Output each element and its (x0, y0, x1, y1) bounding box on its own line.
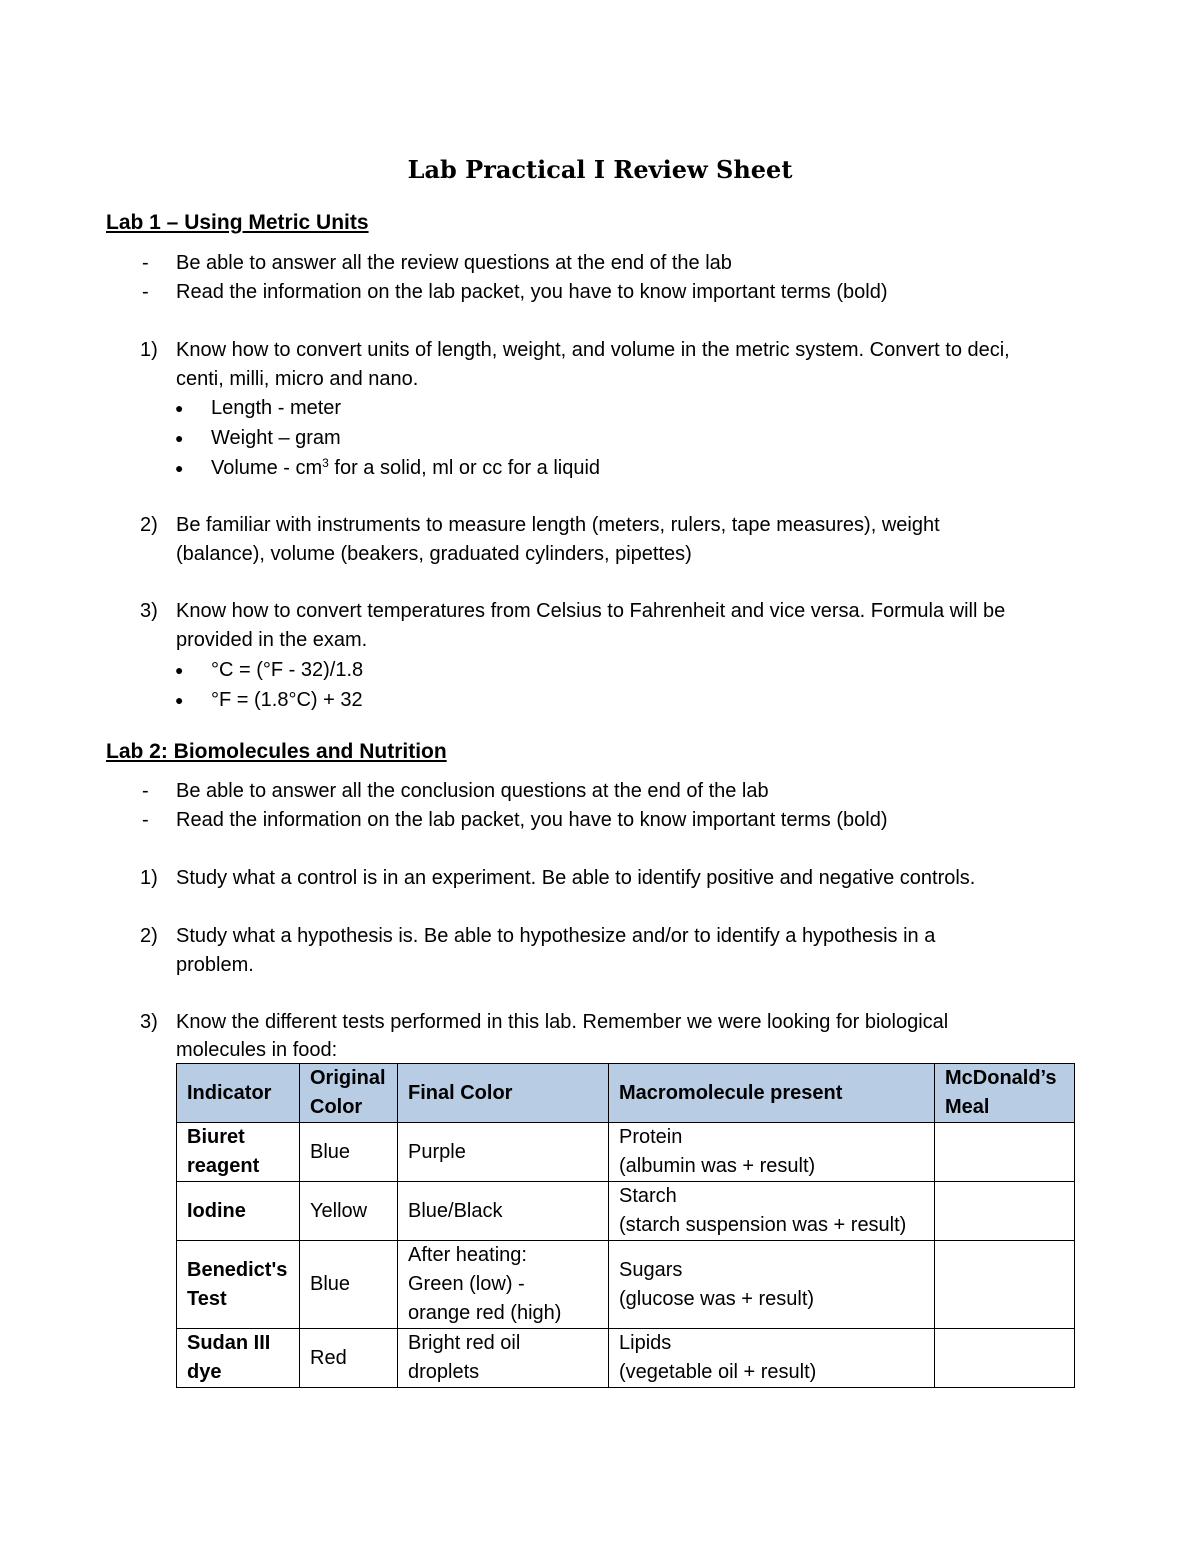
dash-marker: - (142, 252, 149, 274)
list-number: 2) (140, 925, 158, 947)
indicator-cell: Iodine (177, 1182, 300, 1241)
lab2-item2-text: problem. (176, 954, 254, 976)
table-row (177, 1329, 1075, 1388)
macromolecule-cell: Lipids (vegetable oil + result) (609, 1329, 935, 1388)
table-row (177, 1123, 1075, 1182)
original-color-cell: Blue (300, 1123, 398, 1182)
dash-marker: - (142, 281, 149, 303)
lab2-item3-text: Know the different tests performed in this lab. Remember we were looking for biological (176, 1011, 949, 1033)
meal-cell (935, 1123, 1075, 1182)
final-color-cell: Bright red oil droplets (398, 1329, 609, 1388)
list-number: 2) (140, 514, 158, 536)
header-original-color: Original Color (300, 1064, 398, 1123)
biomolecule-tests-table (176, 1063, 1075, 1388)
bullet-fahrenheit-formula: °F = (1.8°C) + 32 (211, 689, 363, 711)
bullet-icon: ● (175, 662, 184, 678)
bullet-celsius-formula: °C = (°F - 32)/1.8 (211, 659, 364, 681)
bullet-volume (211, 454, 600, 483)
header-mcdonalds-meal: McDonald’s Meal (935, 1064, 1075, 1123)
table-row (177, 1182, 1075, 1241)
lab1-item3-text: Know how to convert temperatures from Celsius to Fahrenheit and vice versa. Formula will be (176, 600, 1006, 622)
meal-cell (935, 1241, 1075, 1329)
list-number: 1) (140, 867, 158, 889)
final-color-cell: Blue/Black (398, 1182, 609, 1241)
lab1-item3-text: provided in the exam. (176, 629, 368, 651)
page-title: Lab Practical I Review Sheet (407, 155, 793, 184)
bullet-volume-sup: 3 (322, 456, 329, 470)
lab1-item2-text: (balance), volume (beakers, graduated cylinders, pipettes) (176, 543, 692, 565)
final-color-cell: Purple (398, 1123, 609, 1182)
dash-marker: - (142, 809, 149, 831)
lab1-dash-item: Be able to answer all the review questions at the end of the lab (176, 252, 732, 274)
lab2-dash-item: Be able to answer all the conclusion questions at the end of the lab (176, 780, 769, 802)
list-number: 3) (140, 600, 158, 622)
lab2-item2-text: Study what a hypothesis is. Be able to hypothesize and/or to identify a hypothesis in a (176, 925, 936, 947)
lab2-item3-text: molecules in food: (176, 1039, 338, 1061)
header-final-color: Final Color (398, 1064, 609, 1123)
lab1-dash-item: Read the information on the lab packet, you have to know important terms (bold) (176, 281, 888, 303)
header-indicator: Indicator (177, 1064, 300, 1123)
indicator-cell: Benedict's Test (177, 1241, 300, 1329)
lab1-item1-text: centi, milli, micro and nano. (176, 368, 419, 390)
macromolecule-cell: Starch (starch suspension was + result) (609, 1182, 935, 1241)
final-color-cell: After heating: Green (low) - orange red (high) (398, 1241, 609, 1329)
lab2-dash-item: Read the information on the lab packet, you have to know important terms (bold) (176, 809, 888, 831)
table-row (177, 1241, 1075, 1329)
lab1-item1-text: Know how to convert units of length, weight, and volume in the metric system. Convert to deci, (176, 339, 1010, 361)
list-number: 1) (140, 339, 158, 361)
bullet-weight: Weight – gram (211, 427, 341, 449)
bullet-icon: ● (175, 460, 184, 476)
macromolecule-cell: Protein (albumin was + result) (609, 1123, 935, 1182)
bullet-volume-post: for a solid, ml or cc for a liquid (328, 457, 601, 479)
bullet-icon: ● (175, 692, 184, 708)
table-header-row (177, 1064, 1075, 1123)
header-macromolecule: Macromolecule present (609, 1064, 935, 1123)
indicator-cell: Biuret reagent (177, 1123, 300, 1182)
meal-cell (935, 1182, 1075, 1241)
meal-cell (935, 1329, 1075, 1388)
lab1-item2-text: Be familiar with instruments to measure length (meters, rulers, tape measures), weight (176, 514, 940, 536)
original-color-cell: Blue (300, 1241, 398, 1329)
lab1-heading: Lab 1 – Using Metric Units (106, 211, 369, 234)
bullet-icon: ● (175, 400, 184, 416)
lab2-item1-text: Study what a control is in an experiment. Be able to identify positive and negative controls. (176, 867, 976, 889)
bullet-length: Length - meter (211, 397, 342, 419)
original-color-cell: Red (300, 1329, 398, 1388)
lab2-heading: Lab 2: Biomolecules and Nutrition (106, 740, 447, 763)
bullet-icon: ● (175, 430, 184, 446)
original-color-cell: Yellow (300, 1182, 398, 1241)
dash-marker: - (142, 780, 149, 802)
macromolecule-cell: Sugars (glucose was + result) (609, 1241, 935, 1329)
indicator-cell: Sudan III dye (177, 1329, 300, 1388)
list-number: 3) (140, 1011, 158, 1033)
bullet-volume-pre: Volume - cm (211, 457, 323, 479)
